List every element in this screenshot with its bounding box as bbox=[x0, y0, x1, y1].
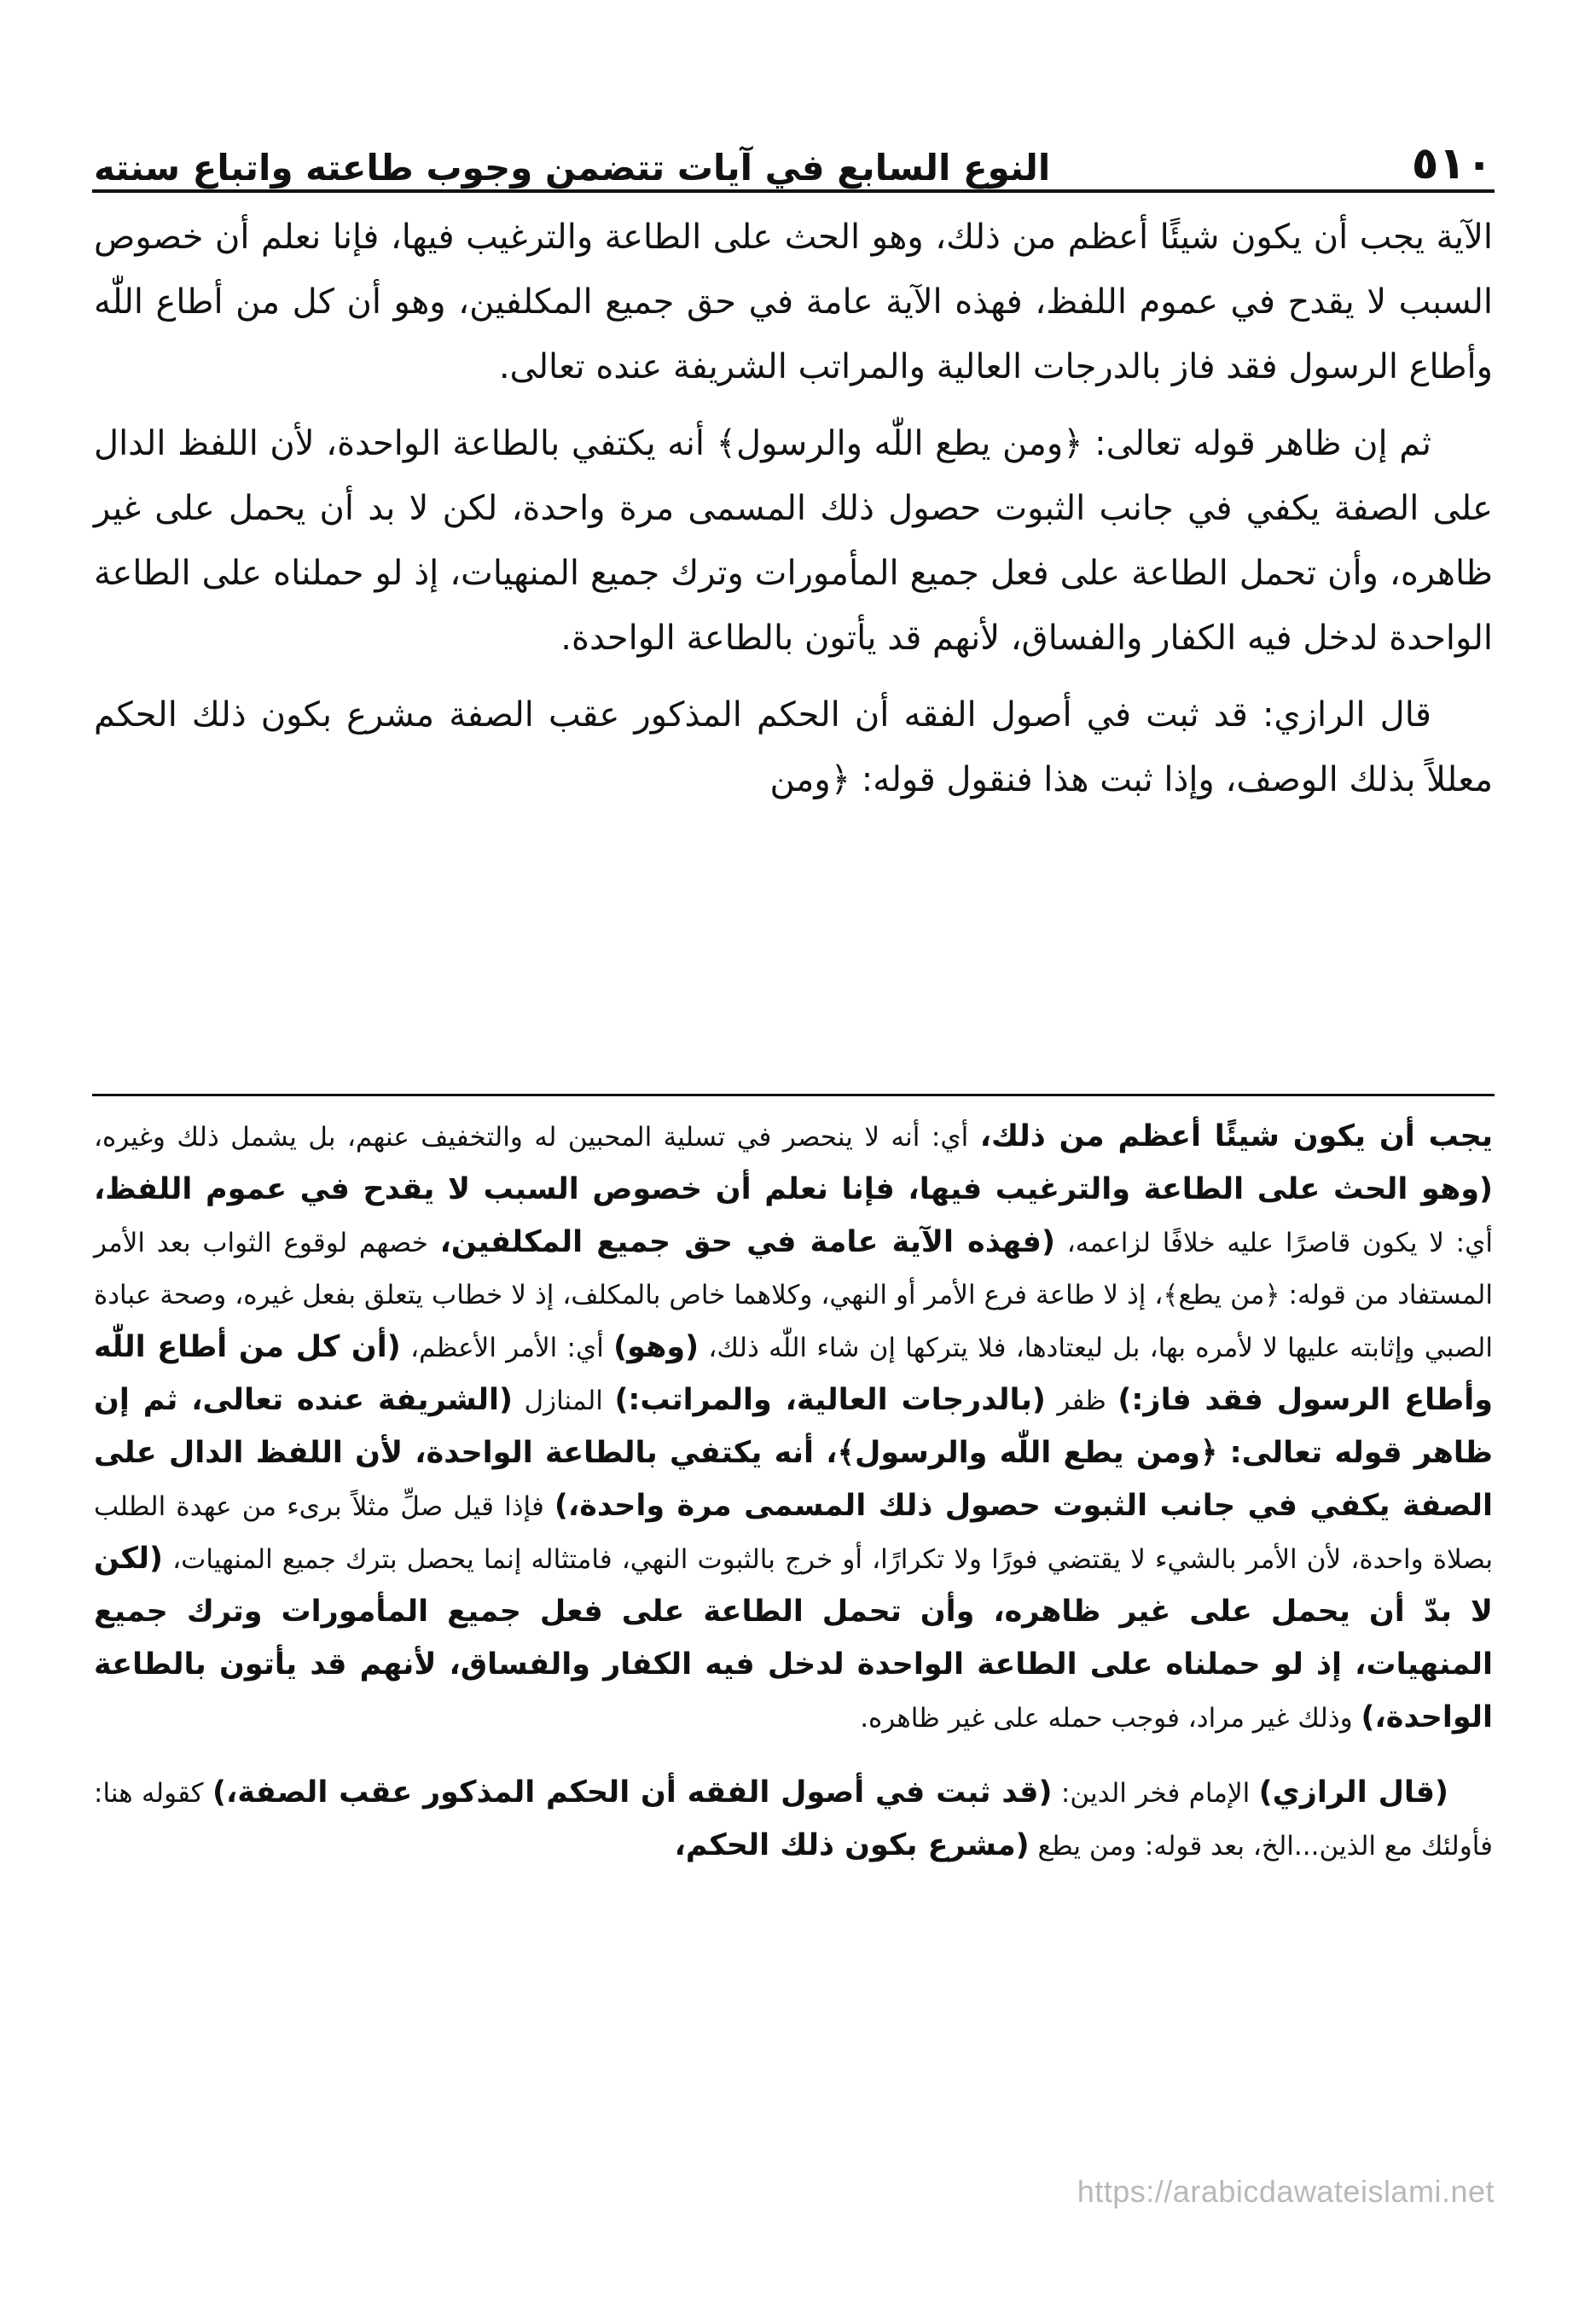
running-title: النوع السابع في آيات تتضمن وجوب طاعته واتباع سنته bbox=[94, 147, 1051, 189]
commentary-text: أي: أنه لا ينحصر في تسلية المحبين له والتخفيف عنهم، بل يشمل ذلك وغيره، bbox=[94, 1122, 980, 1153]
quoted-text: (مشرع بكون ذلك الحكم، bbox=[674, 1828, 1030, 1862]
watermark-url: https://arabicdawateislami.net bbox=[1077, 2174, 1495, 2209]
page-number: ٥١٠ bbox=[1411, 138, 1493, 189]
commentary-text: كقوله هنا: فأولئك مع الذين...الخ، بعد قوله: ومن يطع bbox=[94, 1778, 1493, 1862]
quoted-text: (قال الرازي) bbox=[1258, 1775, 1448, 1810]
commentary-text: أي: لا يكون قاصرًا عليه خلافًا لزاعمه، bbox=[1054, 1228, 1493, 1258]
commentary-text: فإذا قيل صلِّ مثلاً برىء من عهدة الطلب بصلاة واحدة، لأن الأمر بالشيء لا يقتضي فورًا ولا تكرارًا، أو خرج بالثبوت النهي، فامتثاله إنما يحصل بترك جميع المنهيات، bbox=[94, 1491, 1493, 1575]
main-paragraph-2: ثم إن ظاهر قوله تعالى: ﴿ومن يطع اللّٰه والرسول﴾ أنه يكتفي بالطاعة الواحدة، لأن اللفظ الدال على الصفة يكفي في جانب الثبوت حصول ذلك المسمى مرة واحدة، لكن لا بد أن يحمل على غير ظاهره، وأن تحمل الطاعة على فعل جميع المأمورات وترك جميع المنهيات، إذ لو حملناه على الطاعة الواحدة لدخل فيه الكفار والفساق، لأنهم قد يأتون بالطاعة الواحدة. bbox=[94, 424, 1493, 658]
page-header bbox=[94, 101, 1493, 189]
main-paragraph-3: قال الرازي: قد ثبت في أصول الفقه أن الحكم المذكور عقب الصفة مشرع بكون ذلك الحكم معللاً بذلك الوصف، وإذا ثبت هذا فنقول قوله: ﴿ومن bbox=[94, 695, 1493, 799]
quoted-text: (لكن لا بدّ أن يحمل على غير ظاهره، وأن تحمل الطاعة على فعل جميع المأمورات وترك جميع المنهيات، إذ لو حملناه على الطاعة الواحدة لدخل فيه الكفار والفساق، لأنهم قد يأتون بالطاعة الواحدة،) bbox=[94, 1542, 1493, 1734]
commentary-text: الإمام فخر الدين: bbox=[1052, 1778, 1259, 1809]
quoted-text: يجب أن يكون شيئًا أعظم من ذلك، bbox=[979, 1119, 1494, 1153]
footnote-separator bbox=[92, 1094, 1495, 1096]
commentary bbox=[94, 1111, 1493, 1895]
quoted-text: (بالدرجات العالية، والمراتب:) bbox=[614, 1383, 1046, 1417]
header-rule bbox=[92, 189, 1495, 193]
quoted-text: (فهذه الآية عامة في حق جميع المكلفين، bbox=[439, 1225, 1055, 1259]
quoted-text: (قد ثبت في أصول الفقه أن الحكم المذكور عقب الصفة،) bbox=[212, 1775, 1053, 1810]
commentary-text: ظفر bbox=[1045, 1386, 1118, 1416]
commentary-paragraph-1 bbox=[94, 1111, 1493, 1745]
quoted-text: (وهو الحث على الطاعة والترغيب فيها، فإنا نعلم أن خصوص السبب لا يقدح في عموم اللفظ، bbox=[94, 1172, 1493, 1206]
main-paragraph-1: الآية يجب أن يكون شيئًا أعظم من ذلك، وهو الحث على الطاعة والترغيب فيها، فإنا نعلم أن خصوص السبب لا يقدح في عموم اللفظ، فهذه الآية عامة في حق جميع المكلفين، وهو أن كل من أطاع اللّٰه وأطاع الرسول فقد فاز بالدرجات العالية والمراتب الشريفة عنده تعالى. bbox=[94, 218, 1493, 386]
commentary-paragraph-2 bbox=[94, 1767, 1493, 1873]
commentary-text: وذلك غير مراد، فوجب حمله على غير ظاهره. bbox=[860, 1703, 1361, 1734]
main-text bbox=[94, 205, 1493, 824]
commentary-text: خصهم لوقوع الثواب بعد الأمر المستفاد من قوله: ﴿من يطع﴾، إذ لا طاعة فرع الأمر أو النهي، وكلاهما خاص بالمكلف، إذ لا خطاب يتعلق بفعل غيره، وصحة عبادة الصبي وإثابته عليها لا لأمره بها، بل ليعتادها، فلا يتركها إن شاء اللّٰه ذلك، bbox=[94, 1228, 1493, 1363]
commentary-text: المنازل bbox=[513, 1386, 615, 1416]
commentary-text: أي: الأمر الأعظم، bbox=[400, 1333, 614, 1363]
quoted-text: (الشريفة عنده تعالى، ثم إن ظاهر قوله تعالى: ﴿ومن يطع اللّٰه والرسول﴾، أنه يكتفي بالطاعة الواحدة، لأن اللفظ الدال على الصفة يكفي في جانب الثبوت حصول ذلك المسمى مرة واحدة،) bbox=[94, 1383, 1494, 1523]
quoted-text: (أن كل من أطاع اللّٰه وأطاع الرسول فقد فاز:) bbox=[94, 1330, 1494, 1417]
quoted-text: (وهو) bbox=[613, 1330, 699, 1364]
